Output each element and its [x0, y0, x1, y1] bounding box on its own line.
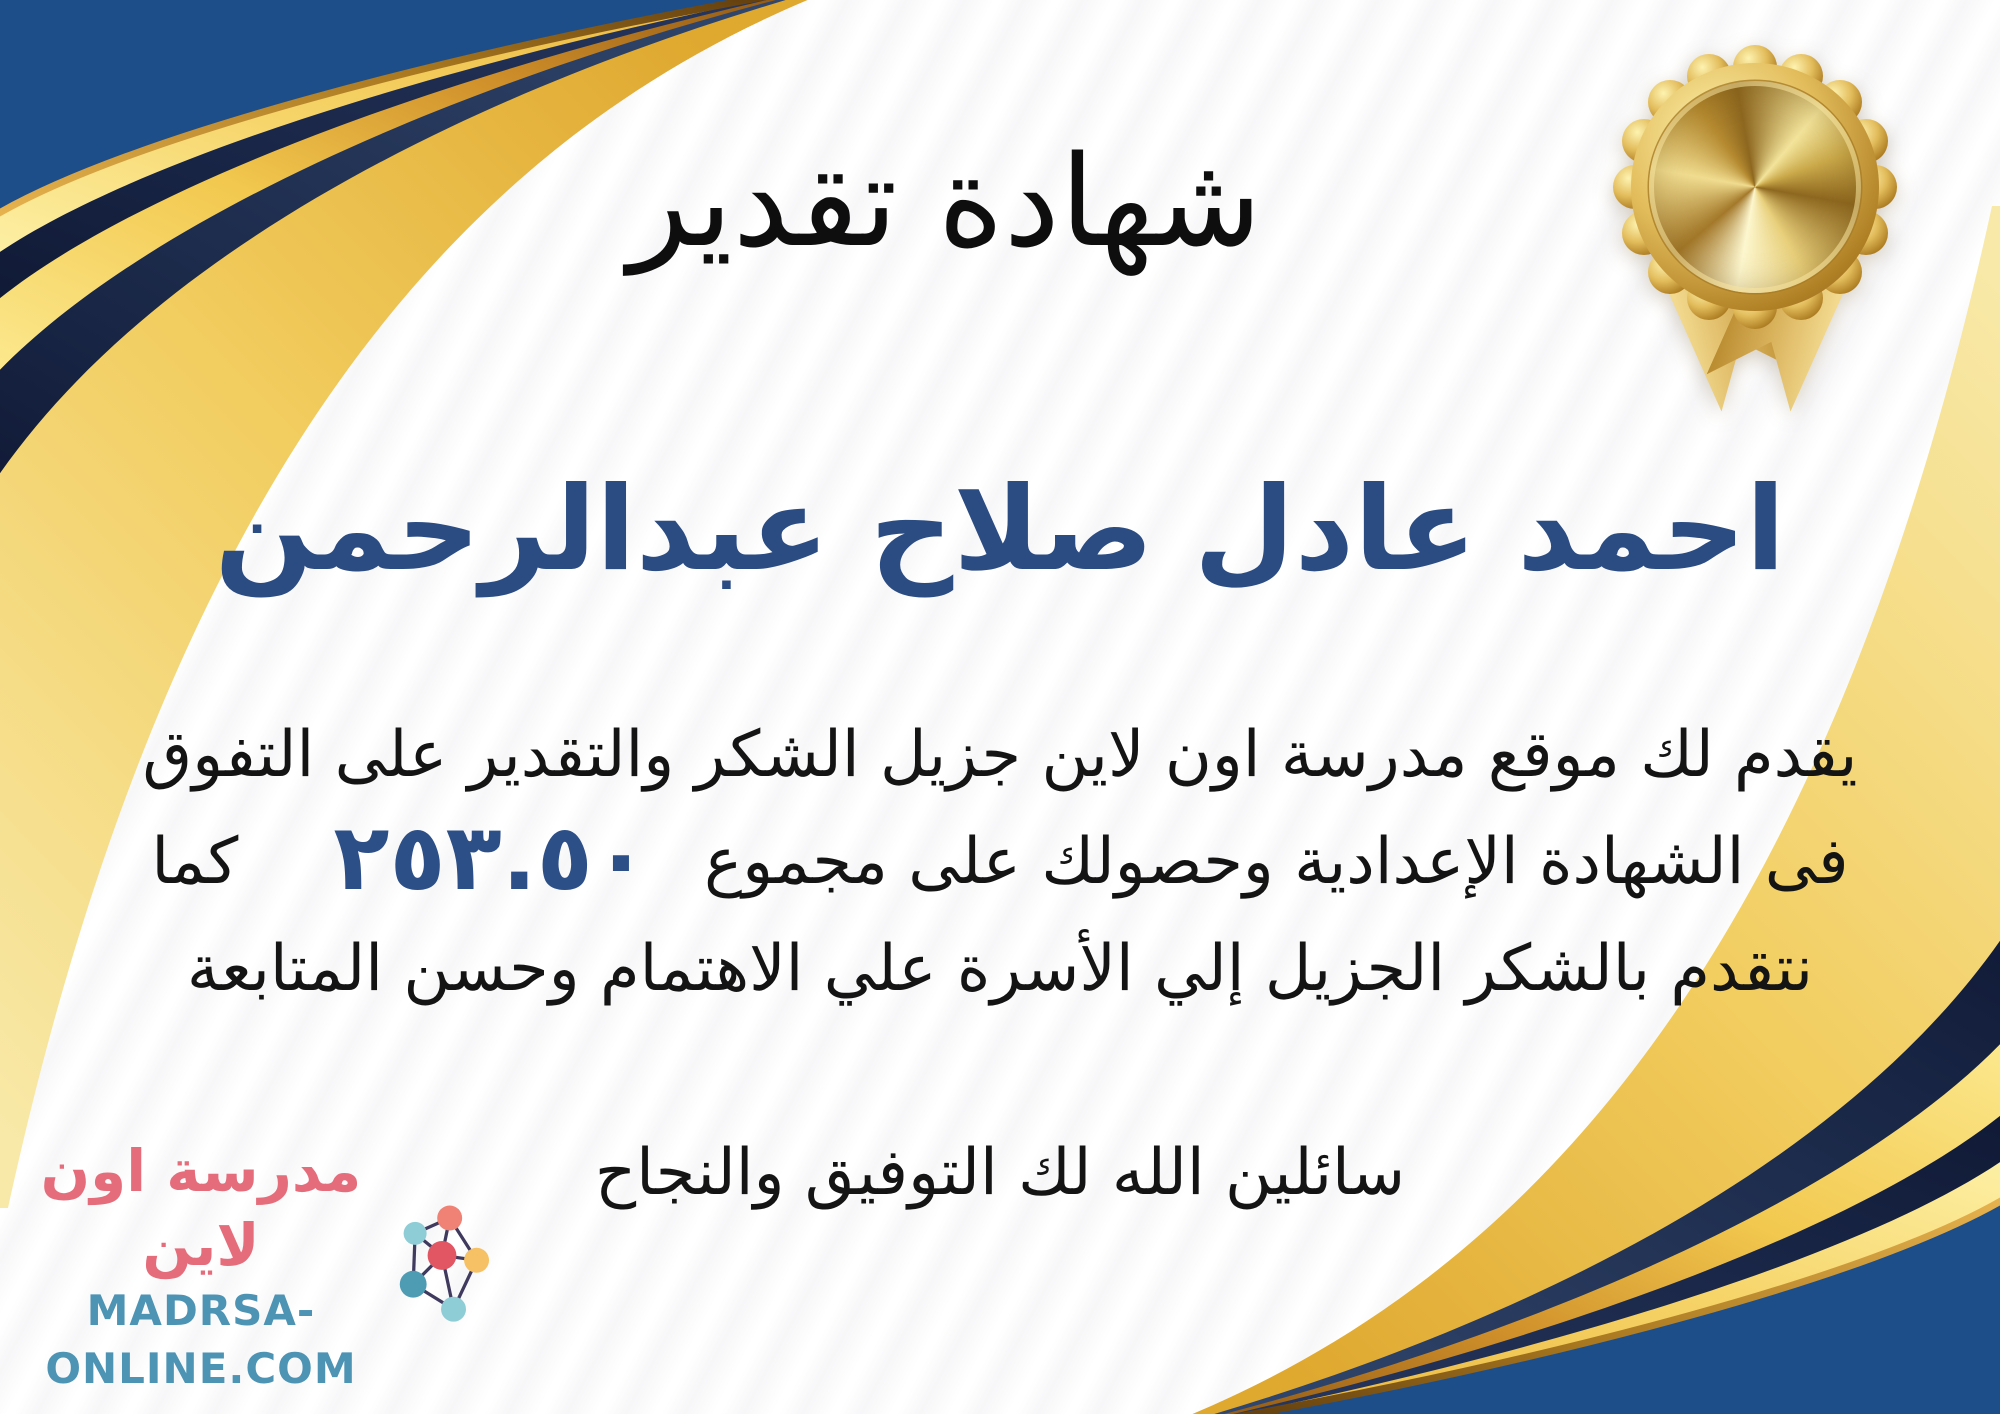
- network-graph-icon: [394, 1199, 490, 1333]
- logo-text-block: [22, 1134, 380, 1398]
- certificate-title: شهادة تقدير: [628, 128, 1262, 275]
- body-line-2: [20, 804, 1980, 916]
- body-line-2-after: كما: [151, 825, 239, 899]
- closing-line: سائلين الله لك التوفيق والنجاح: [594, 1136, 1406, 1210]
- body-line-1: يقدم لك موقع مدرسة اون لاين جزيل الشكر والتقدير على التفوق: [142, 718, 1858, 792]
- body-line-2-before: فى الشهادة الإعدادية وحصولك على مجموع: [704, 825, 1849, 899]
- body-line-3: نتقدم بالشكر الجزيل إلي الأسرة علي الاهتمام وحسن المتابعة: [186, 932, 1814, 1006]
- score-value: ٢٥٣.٥٠: [333, 804, 650, 911]
- logo-domain: MADRSA-ONLINE.COM: [45, 1286, 357, 1393]
- site-logo: [22, 1134, 490, 1398]
- certificate-body: [20, 702, 1980, 1023]
- student-name: احمد عادل صلاح عبدالرحمن: [214, 462, 1786, 597]
- logo-arabic-name: مدرسة اون لاين: [40, 1137, 362, 1279]
